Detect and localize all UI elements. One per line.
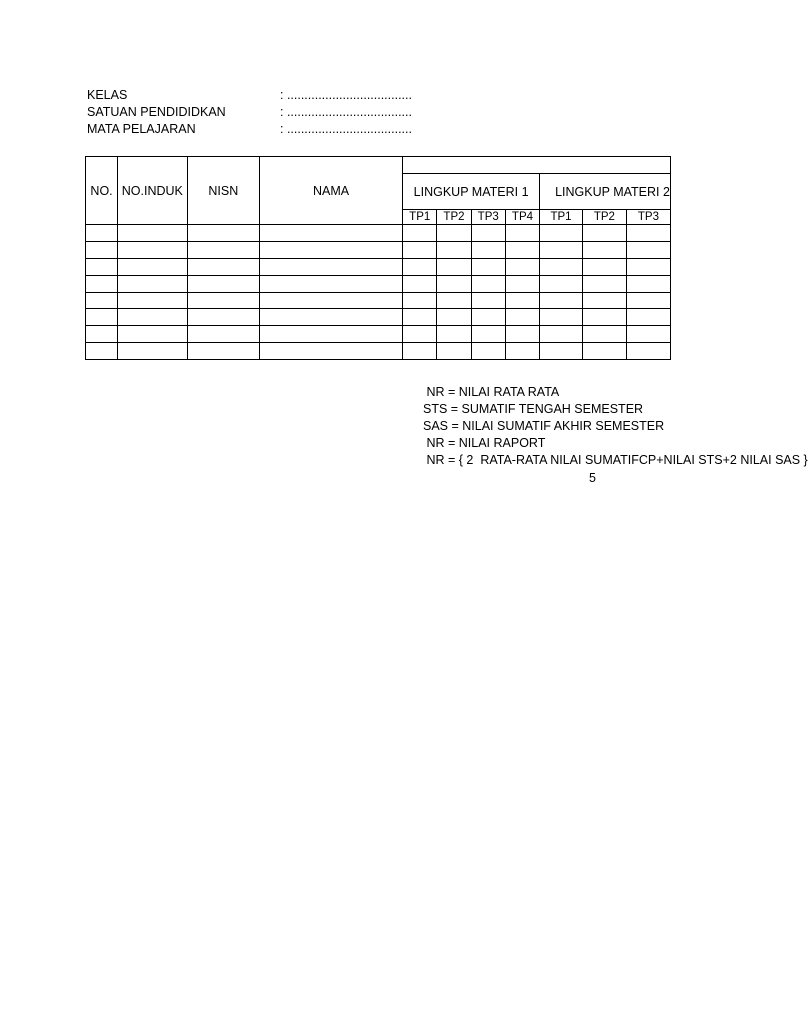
tp-header: TP1 — [540, 210, 583, 225]
table-cell[interactable] — [505, 326, 539, 343]
table-cell[interactable] — [626, 225, 670, 242]
table-cell[interactable] — [437, 258, 471, 275]
table-cell[interactable] — [403, 292, 437, 309]
table-cell[interactable] — [86, 241, 118, 258]
table-row — [86, 326, 671, 343]
table-cell[interactable] — [582, 292, 626, 309]
legend-formula-clip — [423, 452, 808, 469]
table-cell[interactable] — [403, 225, 437, 242]
table-cell[interactable] — [540, 225, 583, 242]
table-cell[interactable] — [582, 326, 626, 343]
table-cell[interactable] — [187, 275, 259, 292]
table-cell[interactable] — [403, 343, 437, 360]
header-row-top — [86, 157, 671, 174]
table-cell[interactable] — [187, 343, 259, 360]
mata-pelajaran-value[interactable]: : .................................... — [280, 122, 412, 136]
table-cell[interactable] — [118, 292, 188, 309]
tp-header: TP3 — [626, 210, 670, 225]
col-header-no-induk: NO.INDUK — [118, 157, 188, 225]
table-cell[interactable] — [86, 292, 118, 309]
table-cell[interactable] — [437, 225, 471, 242]
table-cell[interactable] — [437, 326, 471, 343]
table-cell[interactable] — [187, 326, 259, 343]
table-cell[interactable] — [505, 343, 539, 360]
grade-table-container — [85, 156, 671, 368]
table-cell[interactable] — [471, 309, 505, 326]
table-cell[interactable] — [626, 309, 670, 326]
table-cell[interactable] — [118, 258, 188, 275]
table-cell[interactable] — [582, 225, 626, 242]
table-cell[interactable] — [437, 292, 471, 309]
table-row — [86, 292, 671, 309]
table-cell[interactable] — [403, 258, 437, 275]
table-cell[interactable] — [471, 225, 505, 242]
table-cell[interactable] — [582, 258, 626, 275]
table-cell[interactable] — [471, 258, 505, 275]
table-body — [86, 225, 671, 360]
header-blank-band — [403, 157, 671, 174]
table-cell[interactable] — [505, 275, 539, 292]
table-cell[interactable] — [118, 309, 188, 326]
table-cell[interactable] — [582, 309, 626, 326]
table-cell[interactable] — [471, 326, 505, 343]
table-cell[interactable] — [86, 225, 118, 242]
table-cell[interactable] — [540, 326, 583, 343]
table-cell[interactable] — [582, 275, 626, 292]
table-cell[interactable] — [626, 275, 670, 292]
table-cell[interactable] — [626, 292, 670, 309]
grade-table — [85, 156, 671, 360]
table-cell[interactable] — [505, 309, 539, 326]
table-cell[interactable] — [118, 326, 188, 343]
group-header-lingkup-materi-2: LINGKUP MATERI 2 — [540, 174, 671, 210]
table-cell[interactable] — [540, 275, 583, 292]
table-cell[interactable] — [187, 292, 259, 309]
formula-divisor: 5 — [589, 471, 596, 485]
table-cell[interactable] — [582, 241, 626, 258]
table-row — [86, 258, 671, 275]
legend-line-nr: NR = NILAI RATA RATA — [423, 385, 560, 399]
table-cell[interactable] — [259, 275, 402, 292]
legend-line-raport: NR = NILAI RAPORT — [423, 436, 546, 450]
table-cell[interactable] — [86, 309, 118, 326]
table-cell[interactable] — [540, 258, 583, 275]
table-cell[interactable] — [118, 241, 188, 258]
table-cell[interactable] — [259, 292, 402, 309]
tp-header: TP2 — [437, 210, 471, 225]
table-cell[interactable] — [505, 292, 539, 309]
table-cell[interactable] — [259, 309, 402, 326]
table-cell[interactable] — [259, 258, 402, 275]
table-cell[interactable] — [505, 225, 539, 242]
table-cell[interactable] — [259, 225, 402, 242]
group-header-lingkup-materi-1: LINGKUP MATERI 1 — [403, 174, 540, 210]
tp-header: TP2 — [582, 210, 626, 225]
table-cell[interactable] — [118, 225, 188, 242]
table-cell[interactable] — [187, 309, 259, 326]
table-cell[interactable] — [259, 343, 402, 360]
table-cell[interactable] — [86, 326, 118, 343]
table-cell[interactable] — [437, 275, 471, 292]
table-cell[interactable] — [471, 343, 505, 360]
table-cell[interactable] — [540, 241, 583, 258]
table-cell[interactable] — [403, 326, 437, 343]
mata-pelajaran-label: MATA PELAJARAN — [87, 122, 196, 136]
table-cell[interactable] — [437, 241, 471, 258]
table-cell[interactable] — [505, 258, 539, 275]
table-cell[interactable] — [259, 241, 402, 258]
table-cell[interactable] — [471, 275, 505, 292]
table-cell[interactable] — [626, 258, 670, 275]
table-cell[interactable] — [540, 292, 583, 309]
legend-line-formula: NR = { 2 RATA-RATA NILAI SUMATIFCP+NILAI STS+2 NILAI SAS } — [423, 453, 808, 467]
table-cell[interactable] — [437, 343, 471, 360]
table-cell[interactable] — [187, 258, 259, 275]
table-cell[interactable] — [505, 241, 539, 258]
satuan-pendidikan-value[interactable]: : .................................... — [280, 105, 412, 119]
table-cell[interactable] — [118, 275, 188, 292]
table-row — [86, 343, 671, 360]
tp-header: TP1 — [403, 210, 437, 225]
satuan-pendidikan-label: SATUAN PENDIDIDKAN — [87, 105, 226, 119]
table-row — [86, 225, 671, 242]
table-cell[interactable] — [187, 241, 259, 258]
table-row — [86, 309, 671, 326]
legend-line-sas: SAS = NILAI SUMATIF AKHIR SEMESTER — [423, 419, 665, 433]
table-row — [86, 275, 671, 292]
table-cell[interactable] — [540, 343, 583, 360]
table-cell[interactable] — [403, 275, 437, 292]
table-cell[interactable] — [187, 225, 259, 242]
table-cell[interactable] — [86, 275, 118, 292]
kelas-value[interactable]: : .................................... — [280, 88, 412, 102]
table-cell[interactable] — [118, 343, 188, 360]
legend-line-sts: STS = SUMATIF TENGAH SEMESTER — [423, 402, 644, 416]
table-cell[interactable] — [403, 309, 437, 326]
table-cell[interactable] — [86, 258, 118, 275]
kelas-label: KELAS — [87, 88, 128, 102]
table-cell[interactable] — [626, 241, 670, 258]
table-cell[interactable] — [582, 343, 626, 360]
table-cell[interactable] — [471, 241, 505, 258]
tp-header: TP3 — [471, 210, 505, 225]
table-cell[interactable] — [86, 343, 118, 360]
table-row — [86, 241, 671, 258]
col-header-no: NO. — [86, 157, 118, 225]
col-header-nisn: NISN — [187, 157, 259, 225]
tp-header: TP4 — [505, 210, 539, 225]
table-cell[interactable] — [626, 343, 670, 360]
table-cell[interactable] — [471, 292, 505, 309]
table-cell[interactable] — [437, 309, 471, 326]
col-header-nama: NAMA — [259, 157, 402, 225]
table-cell[interactable] — [403, 241, 437, 258]
table-cell[interactable] — [626, 326, 670, 343]
table-cell[interactable] — [259, 326, 402, 343]
table-cell[interactable] — [540, 309, 583, 326]
